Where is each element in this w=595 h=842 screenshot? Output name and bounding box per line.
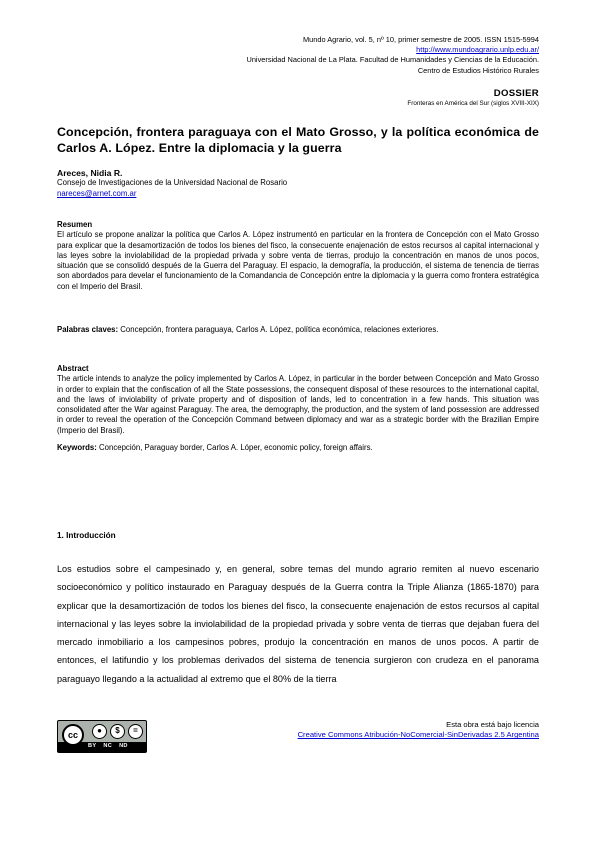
abstract-text: The article intends to analyze the policy implemented by Carlos A. López, in particular in the border between Concepción and Mato Grosso in order to explain that the confiscation of all the State possessions, the consequent disposal of these resources to the international capital, and the laws of inviolability of private property and of disposition of lands, led to concentration in a few hands. This situation was consolidated after the War against Paraguay. The area, the demography, the production, and the system of land possession are addressed in order to reveal the operation of the Concepción Command between diplomacy and war as a strategic border with the Brazilian Empire (Imperio del Brasil).	[57, 374, 539, 435]
journal-url-link[interactable]: http://www.mundoagrario.unlp.edu.ar/	[416, 45, 539, 55]
code-by: BY	[88, 743, 97, 749]
journal-citation: Mundo Agrario, vol. 5, nº 10, primer semestre de 2005. ISSN 1515-5994	[302, 35, 539, 44]
resumen-section	[57, 220, 539, 292]
dossier-subtitle: Fronteras en América del Sur (siglos XVIII-XIX)	[407, 100, 539, 107]
palabras-claves-section	[57, 325, 539, 335]
license-icons	[92, 724, 143, 739]
author-name: Areces, Nidia R.	[57, 168, 123, 178]
resumen-text: El artículo se propone analizar la política que Carlos A. López instrumentó en particular en la frontera de Concepción con el Mato Grosso para explicar que la desamortización de todos los bienes del fisco, la consecuente enajenación de estos recursos al capital internacional y las leyes sobre la inviolabilidad de la propiedad privada y sobre venta de tierras, produjo la concentración en manos de unos pocos, situación que se consolidó después de la Guerra del Paraguay. El espacio, la demografía, la producción, el sistema de tenencia de tierras son abordados para develar el funcionamiento de la Comandancia de Concepción entre la diplomacia y la guerra como frontera estratégica con el Imperio del Brasil.	[57, 230, 539, 291]
author-affiliation: Consejo de Investigaciones de la Universidad Nacional de Rosario	[57, 178, 288, 188]
equals-icon: =	[128, 724, 143, 739]
keywords-text: Concepción, Paraguay border, Carlos A. Lóper, economic policy, foreign affairs.	[96, 443, 373, 452]
palabras-claves-text: Concepción, frontera paraguaya, Carlos A. López, política económica, relaciones exteriores.	[118, 325, 439, 334]
code-nd: ND	[119, 743, 128, 749]
dossier-title: DOSSIER	[493, 88, 539, 99]
center-line: Centro de Estudios Histórico Rurales	[417, 65, 539, 75]
abstract-section	[57, 364, 539, 436]
author-email-link[interactable]: nareces@arnet.com.ar	[57, 188, 137, 198]
cc-logo-icon: cc	[62, 724, 84, 746]
abstract-label: Abstract	[57, 364, 89, 373]
palabras-claves-label: Palabras claves:	[57, 325, 119, 334]
dossier-block	[239, 88, 539, 108]
no-dollar-icon: $	[110, 724, 125, 739]
article-title: Concepción, frontera paraguaya con el Mato Grosso, y la política económica de Carlos A. López. Entre la diplomacia y la guerra	[57, 125, 539, 155]
journal-header	[99, 35, 539, 76]
institution-line: Universidad Nacional de La Plata. Facultad de Humanidades y Ciencias de la Educación.	[246, 55, 539, 65]
code-nc: NC	[103, 743, 113, 749]
keywords-section	[57, 443, 539, 453]
intro-body-text: Los estudios sobre el campesinado y, en general, sobre temas del mundo agrario remiten al nuevo escenario socioeconómico y político instaurado en Paraguay después de la Guerra contra la Triple Alianza (1865-1870) para explicar que la desamortización de todos los bienes del fisco, la consecuente enajenación de estos recursos al capital internacional y las leyes sobre la inviolabilidad de la propiedad privada y sobre venta de tierras que dejaban fuera del mercado inmobiliario a los campesinos pobres, produjo la concentración en manos de unos pocos. A partir de entonces, el latifundio y los problemas derivados del sistema de tenencia surgieron con crudeza en el panorama paraguayo llegando a la actualidad al extremo que el 80% de la tierra	[57, 564, 539, 684]
author-block	[57, 168, 539, 199]
license-codes	[88, 743, 128, 749]
cc-license-badge[interactable]	[57, 720, 147, 753]
license-link[interactable]: Creative Commons Atribución-NoComercial-SinDerivadas 2.5 Argentina	[297, 730, 539, 740]
license-notice	[199, 720, 539, 741]
resumen-label: Resumen	[57, 220, 93, 229]
keywords-label: Keywords:	[57, 443, 97, 452]
person-icon: ●	[92, 724, 107, 739]
intro-heading: 1. Introducción	[57, 531, 116, 540]
license-line: Esta obra está bajo licencia	[446, 720, 539, 729]
